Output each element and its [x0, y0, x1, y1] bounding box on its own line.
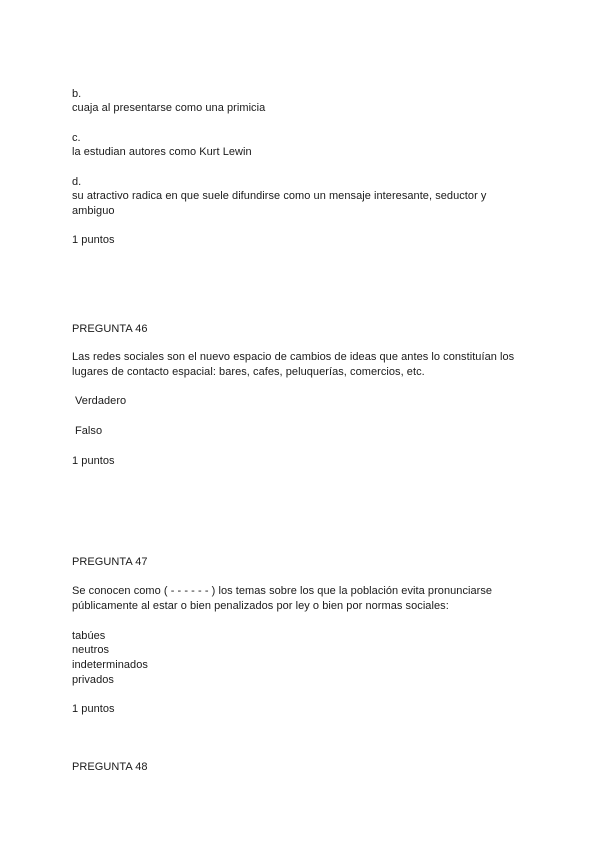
question-47-points: 1 puntos [72, 703, 115, 715]
option-b-text: cuaja al presentarse como una primicia [72, 102, 266, 114]
previous-question-points: 1 puntos [72, 234, 115, 246]
question-46-option-true[interactable]: Verdadero [75, 395, 127, 407]
option-d-text-line2: ambiguo [72, 205, 115, 217]
question-48-title: PREGUNTA 48 [72, 761, 148, 773]
question-46-text-line2: lugares de contacto espacial: bares, cafes, peluquerías, comercios, etc. [72, 366, 425, 378]
option-c-letter: c. [72, 132, 81, 144]
question-46-points: 1 puntos [72, 455, 115, 467]
question-46-option-false[interactable]: Falso [75, 425, 103, 437]
question-47-option-neutros[interactable]: neutros [72, 644, 110, 656]
question-46-title: PREGUNTA 46 [72, 323, 148, 335]
question-47-text-line2: públicamente al estar o bien penalizados por ley o bien por normas sociales: [72, 600, 449, 612]
question-47-option-privados[interactable]: privados [72, 674, 114, 686]
option-d-letter: d. [72, 176, 82, 188]
question-47-title: PREGUNTA 47 [72, 556, 148, 568]
question-46-text-line1: Las redes sociales son el nuevo espacio de cambios de ideas que antes lo constituían los [72, 351, 515, 363]
option-b-letter: b. [72, 88, 82, 100]
option-d-text-line1: su atractivo radica en que suele difundirse como un mensaje interesante, seductor y [72, 190, 487, 202]
option-c-text: la estudian autores como Kurt Lewin [72, 146, 252, 158]
question-47-option-tabues[interactable]: tabúes [72, 630, 106, 642]
question-47-text-line1: Se conocen como ( - - - - - - ) los temas sobre los que la población evita pronunciarse [72, 585, 493, 597]
question-47-option-indeterminados[interactable]: indeterminados [72, 659, 148, 671]
